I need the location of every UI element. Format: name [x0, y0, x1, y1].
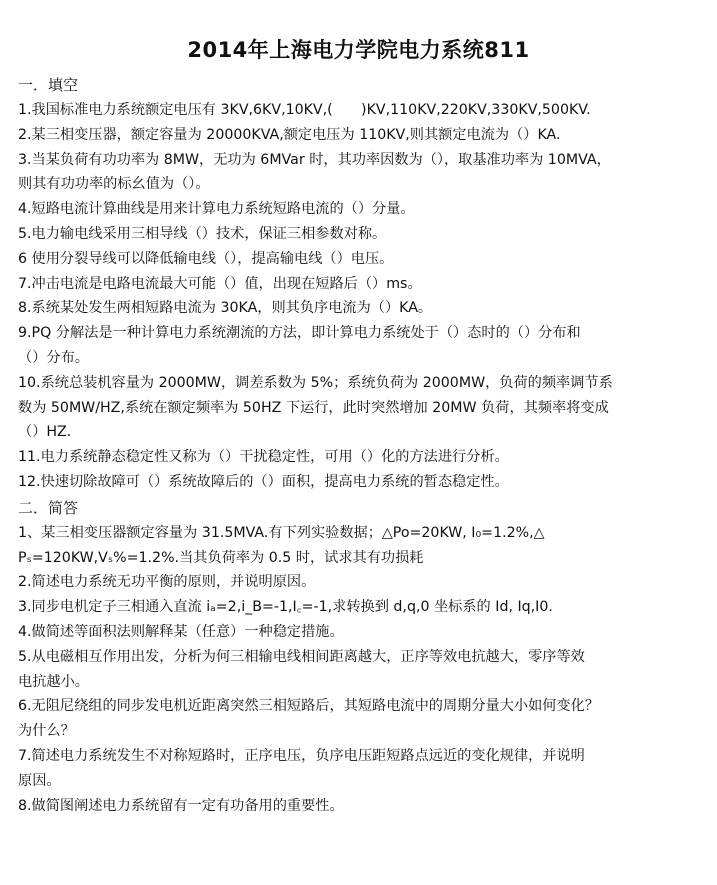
question-item — [18, 445, 698, 470]
question-line: 8.做简图阐述电力系统留有一定有功备用的重要性。 — [18, 797, 344, 814]
section-heading-short-answer: 二．简答 — [18, 498, 79, 517]
question-item — [18, 570, 698, 595]
question-line: 7.简述电力系统发生不对称短路时，正序电压，负序电压距短路点远近的变化规律，并说明 — [18, 747, 585, 764]
question-line: 3.当某负荷有功功率为 8MW，无功为 6MVar 时，其功率因数为（），取基准功率为 10MVA， — [18, 151, 611, 168]
question-item — [18, 470, 698, 495]
question-line: 原因。 — [18, 772, 61, 789]
question-item — [18, 123, 698, 148]
question-item — [18, 794, 698, 819]
question-item — [18, 98, 698, 123]
question-line: 6 使用分裂导线可以降低输电线（），提高输电线（）电压。 — [18, 250, 394, 267]
question-line: （）分布。 — [18, 349, 89, 366]
question-line: 6.无阻尼绕组的同步发电机近距离突然三相短路后，其短路电流中的周期分量大小如何变化？ — [18, 698, 600, 715]
question-line: 10.系统总装机容量为 2000MW，调差系数为 5%；系统负荷为 2000MW，负荷的频率调节系 — [18, 374, 613, 391]
section-heading-fill-in: 一．填空 — [18, 76, 79, 94]
question-line: 数为 50MW/HZ,系统在额定频率为 50HZ 下运行，此时突然增加 20MW 负荷，其频率将变成 — [18, 399, 609, 416]
exam-content — [18, 72, 698, 818]
question-line: 电抗越小。 — [18, 673, 89, 690]
question-item — [18, 595, 698, 620]
question-line: （）HZ. — [18, 424, 72, 441]
question-line: Pₛ=120KW,Vₛ%=1.2%.当其负荷率为 0.5 时，试求其有功损耗 — [18, 549, 424, 566]
question-line: 2.简述电力系统无功平衡的原则，并说明原因。 — [18, 574, 316, 591]
question-line: 7.冲击电流是电路电流最大可能（）值，出现在短路后（）ms。 — [18, 275, 422, 292]
question-item — [18, 645, 698, 695]
question-line: 1、某三相变压器额定容量为 31.5MVA.有下列实验数据；△Po=20KW, I₀=1.2%,△ — [18, 524, 545, 541]
question-item — [18, 521, 698, 571]
question-line: 2.某三相变压器，额定容量为 20000KVA,额定电压为 110KV,则其额定电流为（）KA. — [18, 126, 561, 143]
question-item — [18, 222, 698, 247]
question-line: 1.我国标准电力系统额定电压有 3KV,6KV,10KV,( )KV,110KV,220KV,330KV,500KV. — [18, 102, 591, 118]
question-line: 则其有功功率的标幺值为（）。 — [18, 176, 210, 193]
question-line: 为什么？ — [18, 723, 75, 740]
question-item — [18, 247, 698, 272]
question-line: 4.做简述等面积法则解释某（任意）一种稳定措施。 — [18, 623, 344, 640]
question-line: 11.电力系统静态稳定性又称为（）干扰稳定性，可用（）化的方法进行分析。 — [18, 449, 509, 466]
question-item — [18, 371, 698, 445]
page-title: 2014年上海电力学院电力系统811 — [187, 38, 530, 62]
question-item — [18, 272, 698, 297]
question-line: 5.电力输电线采用三相导线（）技术，保证三相参数对称。 — [18, 225, 387, 242]
question-item — [18, 296, 698, 321]
question-line: 4.短路电流计算曲线是用来计算电力系统短路电流的（）分量。 — [18, 201, 415, 218]
question-item — [18, 197, 698, 222]
question-line: 5.从电磁相互作用出发，分析为何三相输电线相间距离越大，正序等效电抗越大，零序等效 — [18, 648, 585, 665]
question-line: 8.系统某处发生两相短路电流为 30KA，则其负序电流为（）KA。 — [18, 300, 433, 317]
question-item — [18, 148, 698, 198]
question-item — [18, 744, 698, 794]
question-item — [18, 620, 698, 645]
question-item — [18, 694, 698, 744]
question-line: 9.PQ 分解法是一种计算电力系统潮流的方法，即计算电力系统处于（）态时的（）分布和 — [18, 325, 581, 342]
question-item — [18, 321, 698, 371]
question-line: 3.同步电机定子三相通入直流 iₐ=2,i_B=-1,I꜀=-1,求转换到 d,q,0 坐标系的 Id, Iq,I0. — [18, 599, 553, 616]
question-line: 12.快速切除故障可（）系统故障后的（）面积，提高电力系统的暂态稳定性。 — [18, 473, 509, 490]
